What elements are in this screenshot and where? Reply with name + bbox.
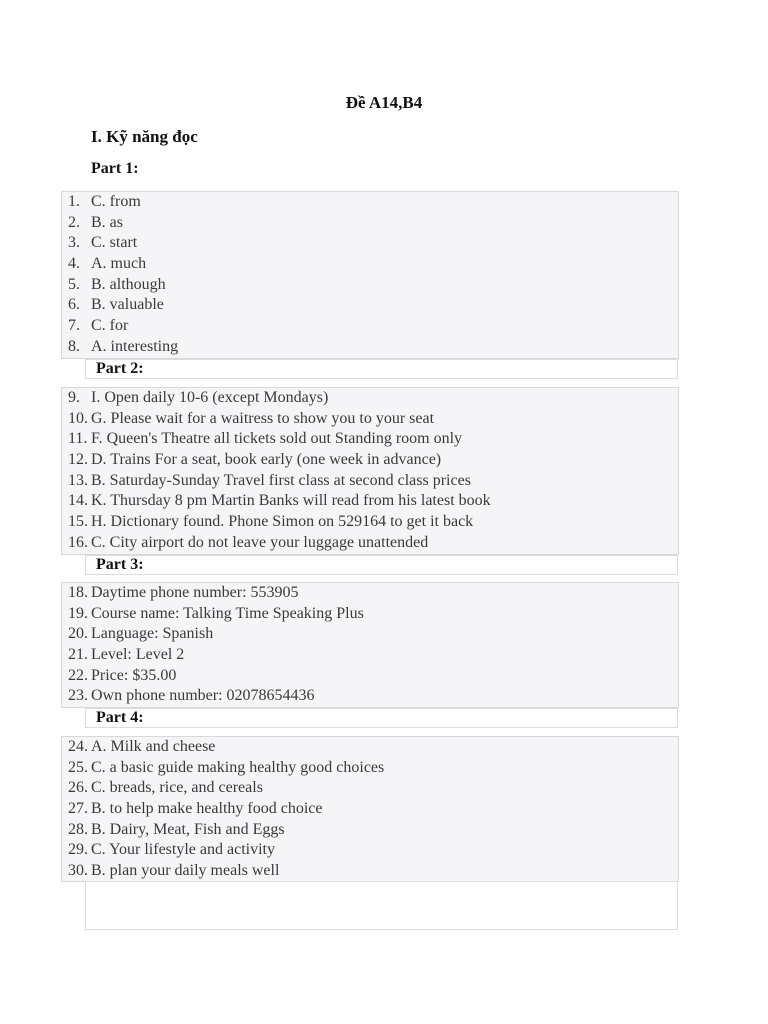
answer-number: 18. <box>68 584 88 601</box>
answer-text: B. to help make healthy food choice <box>91 800 323 818</box>
answer-item <box>62 840 678 861</box>
answer-item <box>62 254 678 275</box>
answer-text: Price: $35.00 <box>91 666 177 684</box>
answer-text: C. a basic guide making healthy good choices <box>91 758 385 776</box>
answer-number: 20. <box>68 625 88 643</box>
answer-number: 3. <box>68 234 80 252</box>
answer-text: Daytime phone number: 553905 <box>91 584 299 601</box>
answer-item <box>62 533 678 554</box>
answer-number: 15. <box>68 513 88 531</box>
answer-text: A. Milk and cheese <box>91 738 216 755</box>
answer-number: 26. <box>68 779 88 797</box>
answer-text: Language: Spanish <box>91 625 214 643</box>
answer-text: D. Trains For a seat, book early (one week in advance) <box>91 451 442 469</box>
answer-text: Own phone number: 02078654436 <box>91 687 315 705</box>
answer-text: I. Open daily 10-6 (except Mondays) <box>91 389 329 406</box>
answer-item <box>62 861 678 882</box>
answer-item <box>62 778 678 799</box>
answer-item <box>62 233 678 254</box>
answer-item <box>62 799 678 820</box>
answer-item <box>62 686 678 707</box>
answer-number: 2. <box>68 213 80 231</box>
answer-item <box>62 295 678 316</box>
empty-table-cell <box>85 881 678 930</box>
answer-item <box>62 337 678 358</box>
answer-item <box>62 758 678 779</box>
answer-text: B. valuable <box>91 296 164 314</box>
answer-item <box>62 450 678 471</box>
answer-item <box>62 491 678 512</box>
answer-item <box>62 604 678 625</box>
answer-text: A. interesting <box>91 337 179 355</box>
answer-text: Course name: Talking Time Speaking Plus <box>91 604 364 622</box>
answer-item <box>62 429 678 450</box>
part-2-answer-list <box>61 387 679 555</box>
answer-item <box>62 192 678 213</box>
answer-item <box>62 213 678 234</box>
answer-text: B. plan your daily meals well <box>91 862 280 880</box>
answer-item <box>62 820 678 841</box>
answer-text: C. Your lifestyle and activity <box>91 841 275 859</box>
answer-text: B. Saturday-Sunday Travel first class at second class prices <box>91 471 471 489</box>
answer-item <box>62 275 678 296</box>
answer-number: 5. <box>68 275 80 293</box>
answer-item <box>62 316 678 337</box>
answer-number: 21. <box>68 646 88 664</box>
answer-text: C. for <box>91 317 129 335</box>
answer-number: 6. <box>68 296 80 314</box>
part-4-answer-list <box>61 736 679 882</box>
answer-text: C. breads, rice, and cereals <box>91 779 263 797</box>
answer-number: 25. <box>68 758 88 776</box>
answer-text: Level: Level 2 <box>91 646 185 664</box>
answer-number: 9. <box>68 389 80 406</box>
part-2-heading: Part 2: <box>85 359 678 379</box>
answer-text: K. Thursday 8 pm Martin Banks will read from his latest book <box>91 492 491 510</box>
answer-number: 10. <box>68 409 88 427</box>
part-3-answer-list <box>61 582 679 708</box>
answer-item <box>62 512 678 533</box>
answer-item <box>62 409 678 430</box>
answer-text: G. Please wait for a waitress to show you to your seat <box>91 409 435 427</box>
answer-number: 13. <box>68 471 88 489</box>
answer-text: C. from <box>91 193 141 210</box>
answer-text: A. much <box>91 255 147 273</box>
answer-number: 22. <box>68 666 88 684</box>
answer-text: C. start <box>91 234 138 252</box>
answer-number: 27. <box>68 800 88 818</box>
answer-number: 7. <box>68 317 80 335</box>
answer-number: 28. <box>68 820 88 838</box>
answer-text: H. Dictionary found. Phone Simon on 529164 to get it back <box>91 513 474 531</box>
part-1-answer-list <box>61 191 679 359</box>
answer-number: 30. <box>68 862 88 880</box>
answer-number: 14. <box>68 492 88 510</box>
answer-number: 23. <box>68 687 88 705</box>
answer-number: 8. <box>68 337 80 355</box>
answer-number: 29. <box>68 841 88 859</box>
answer-number: 12. <box>68 451 88 469</box>
answer-text: B. as <box>91 213 123 231</box>
answer-text: B. although <box>91 275 166 293</box>
answer-item <box>62 666 678 687</box>
answer-number: 1. <box>68 193 80 210</box>
answer-item <box>62 388 678 409</box>
answer-text: C. City airport do not leave your luggage unattended <box>91 533 429 551</box>
document-title: Đề A14,B4 <box>345 93 423 112</box>
answer-number: 4. <box>68 255 80 273</box>
answer-number: 16. <box>68 533 88 551</box>
section-heading-reading: I. Kỹ năng đọc <box>91 127 198 146</box>
answer-text: B. Dairy, Meat, Fish and Eggs <box>91 820 285 838</box>
answer-item <box>62 471 678 492</box>
part-1-heading: Part 1: <box>91 160 139 177</box>
answer-item <box>62 737 678 758</box>
answer-number: 24. <box>68 738 88 755</box>
answer-item <box>62 583 678 604</box>
part-3-heading: Part 3: <box>85 555 678 575</box>
answer-text: F. Queen's Theatre all tickets sold out Standing room only <box>91 430 463 448</box>
answer-number: 11. <box>68 430 88 448</box>
answer-number: 19. <box>68 604 88 622</box>
answer-item <box>62 645 678 666</box>
part-4-heading: Part 4: <box>85 708 678 728</box>
answer-item <box>62 624 678 645</box>
